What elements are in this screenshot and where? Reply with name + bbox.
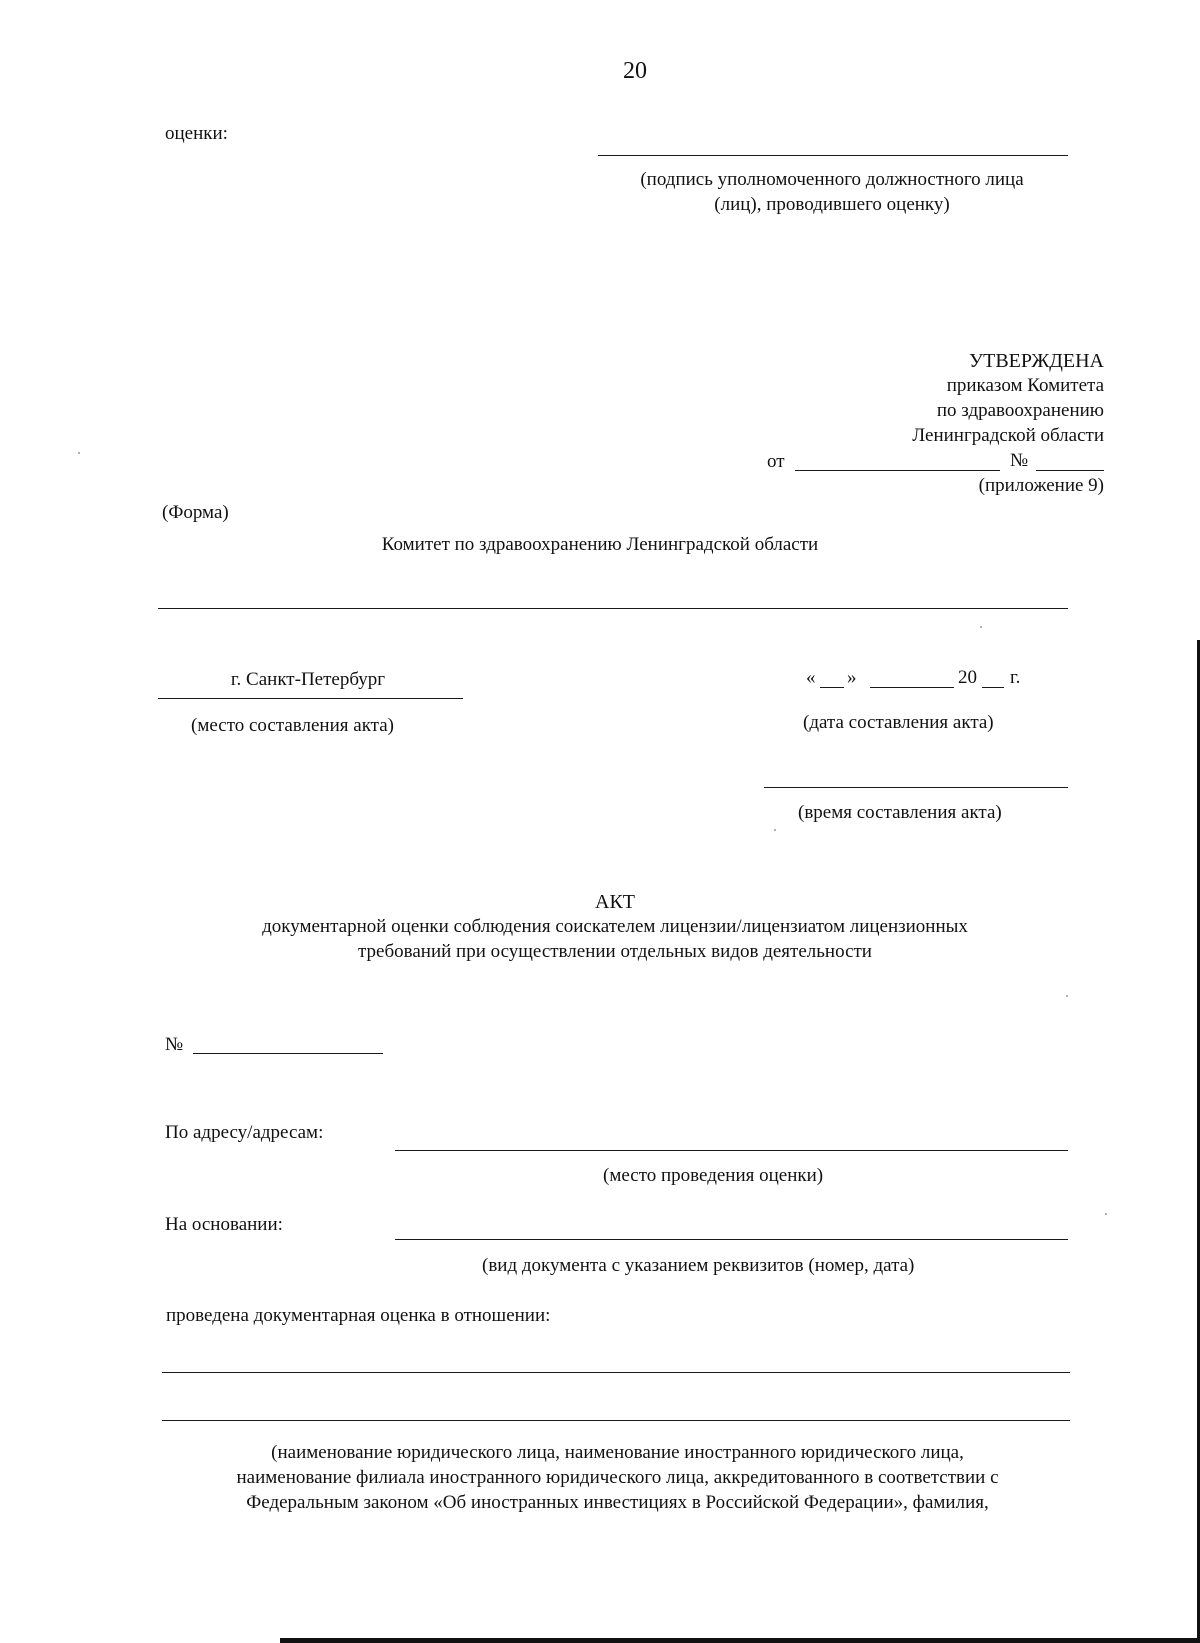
- date-day-line: [820, 687, 844, 688]
- approval-date-line: [795, 470, 1000, 471]
- basis-label: На основании:: [165, 1214, 283, 1235]
- basis-caption: (вид документа с указанием реквизитов (номер, дата): [482, 1255, 915, 1276]
- date-caption: (дата составления акта): [803, 712, 994, 733]
- act-number-label: №: [165, 1034, 184, 1055]
- committee-name: Комитет по здравоохранению Ленинградской области: [381, 534, 819, 555]
- act-title: АКТ: [595, 891, 635, 913]
- entity-line-1: [162, 1372, 1070, 1373]
- date-open-quote: «: [806, 667, 816, 688]
- place-caption: (место составления акта): [191, 715, 394, 736]
- address-label: По адресу/адресам:: [165, 1122, 324, 1143]
- scan-speck: [1066, 995, 1068, 997]
- approval-line2: по здравоохранению: [936, 400, 1104, 421]
- date-close-quote: »: [847, 667, 857, 688]
- time-caption: (время составления акта): [798, 802, 1002, 823]
- signature-caption-line1: (подпись уполномоченного должностного лица: [640, 169, 1024, 190]
- address-caption: (место проведения оценки): [603, 1165, 824, 1186]
- approval-appendix: (приложение 9): [978, 475, 1104, 496]
- approval-from-label: от: [767, 451, 785, 472]
- approval-title: УТВЕРЖДЕНА: [968, 350, 1104, 372]
- date-year-suffix: г.: [1010, 667, 1021, 688]
- conducted-label: проведена документарная оценка в отношении:: [166, 1305, 551, 1326]
- approval-number-label: №: [1010, 450, 1029, 471]
- scan-speck: [1105, 1213, 1107, 1215]
- entity-line-2: [162, 1420, 1070, 1421]
- scan-edge-bottom: [280, 1638, 1200, 1643]
- committee-underline: [158, 608, 1068, 609]
- act-number-line: [193, 1053, 383, 1054]
- approval-number-line: [1036, 470, 1104, 471]
- signature-line: [598, 155, 1068, 156]
- form-label: (Форма): [162, 502, 229, 523]
- scan-speck: [980, 626, 982, 628]
- basis-line: [395, 1239, 1068, 1240]
- approval-line1: приказом Комитета: [946, 375, 1104, 396]
- scan-speck: [774, 829, 776, 831]
- time-underline: [764, 787, 1068, 788]
- entity-caption-line2: наименование филиала иностранного юридического лица, аккредитованного в соответствии с: [236, 1467, 999, 1488]
- date-year-prefix: 20: [958, 667, 977, 688]
- place-city: г. Санкт-Петербург: [230, 669, 386, 690]
- act-subtitle-line1: документарной оценки соблюдения соискателем лицензии/лицензиатом лицензионных: [262, 916, 968, 937]
- address-line: [395, 1150, 1068, 1151]
- signature-caption-line2: (лиц), проводившего оценку): [714, 194, 950, 215]
- date-year-line: [982, 687, 1004, 688]
- act-subtitle-line2: требований при осуществлении отдельных видов деятельности: [358, 941, 872, 962]
- scan-speck: [78, 452, 80, 454]
- place-underline: [158, 698, 463, 699]
- page-number: 20: [623, 58, 647, 84]
- previous-page-fragment: оценки:: [165, 123, 228, 144]
- entity-caption-line1: (наименование юридического лица, наименование иностранного юридического лица,: [271, 1442, 964, 1463]
- date-month-line: [870, 687, 954, 688]
- entity-caption-line3: Федеральным законом «Об иностранных инвестициях в Российской Федерации», фамилия,: [246, 1492, 989, 1513]
- approval-line3: Ленинградской области: [912, 425, 1104, 446]
